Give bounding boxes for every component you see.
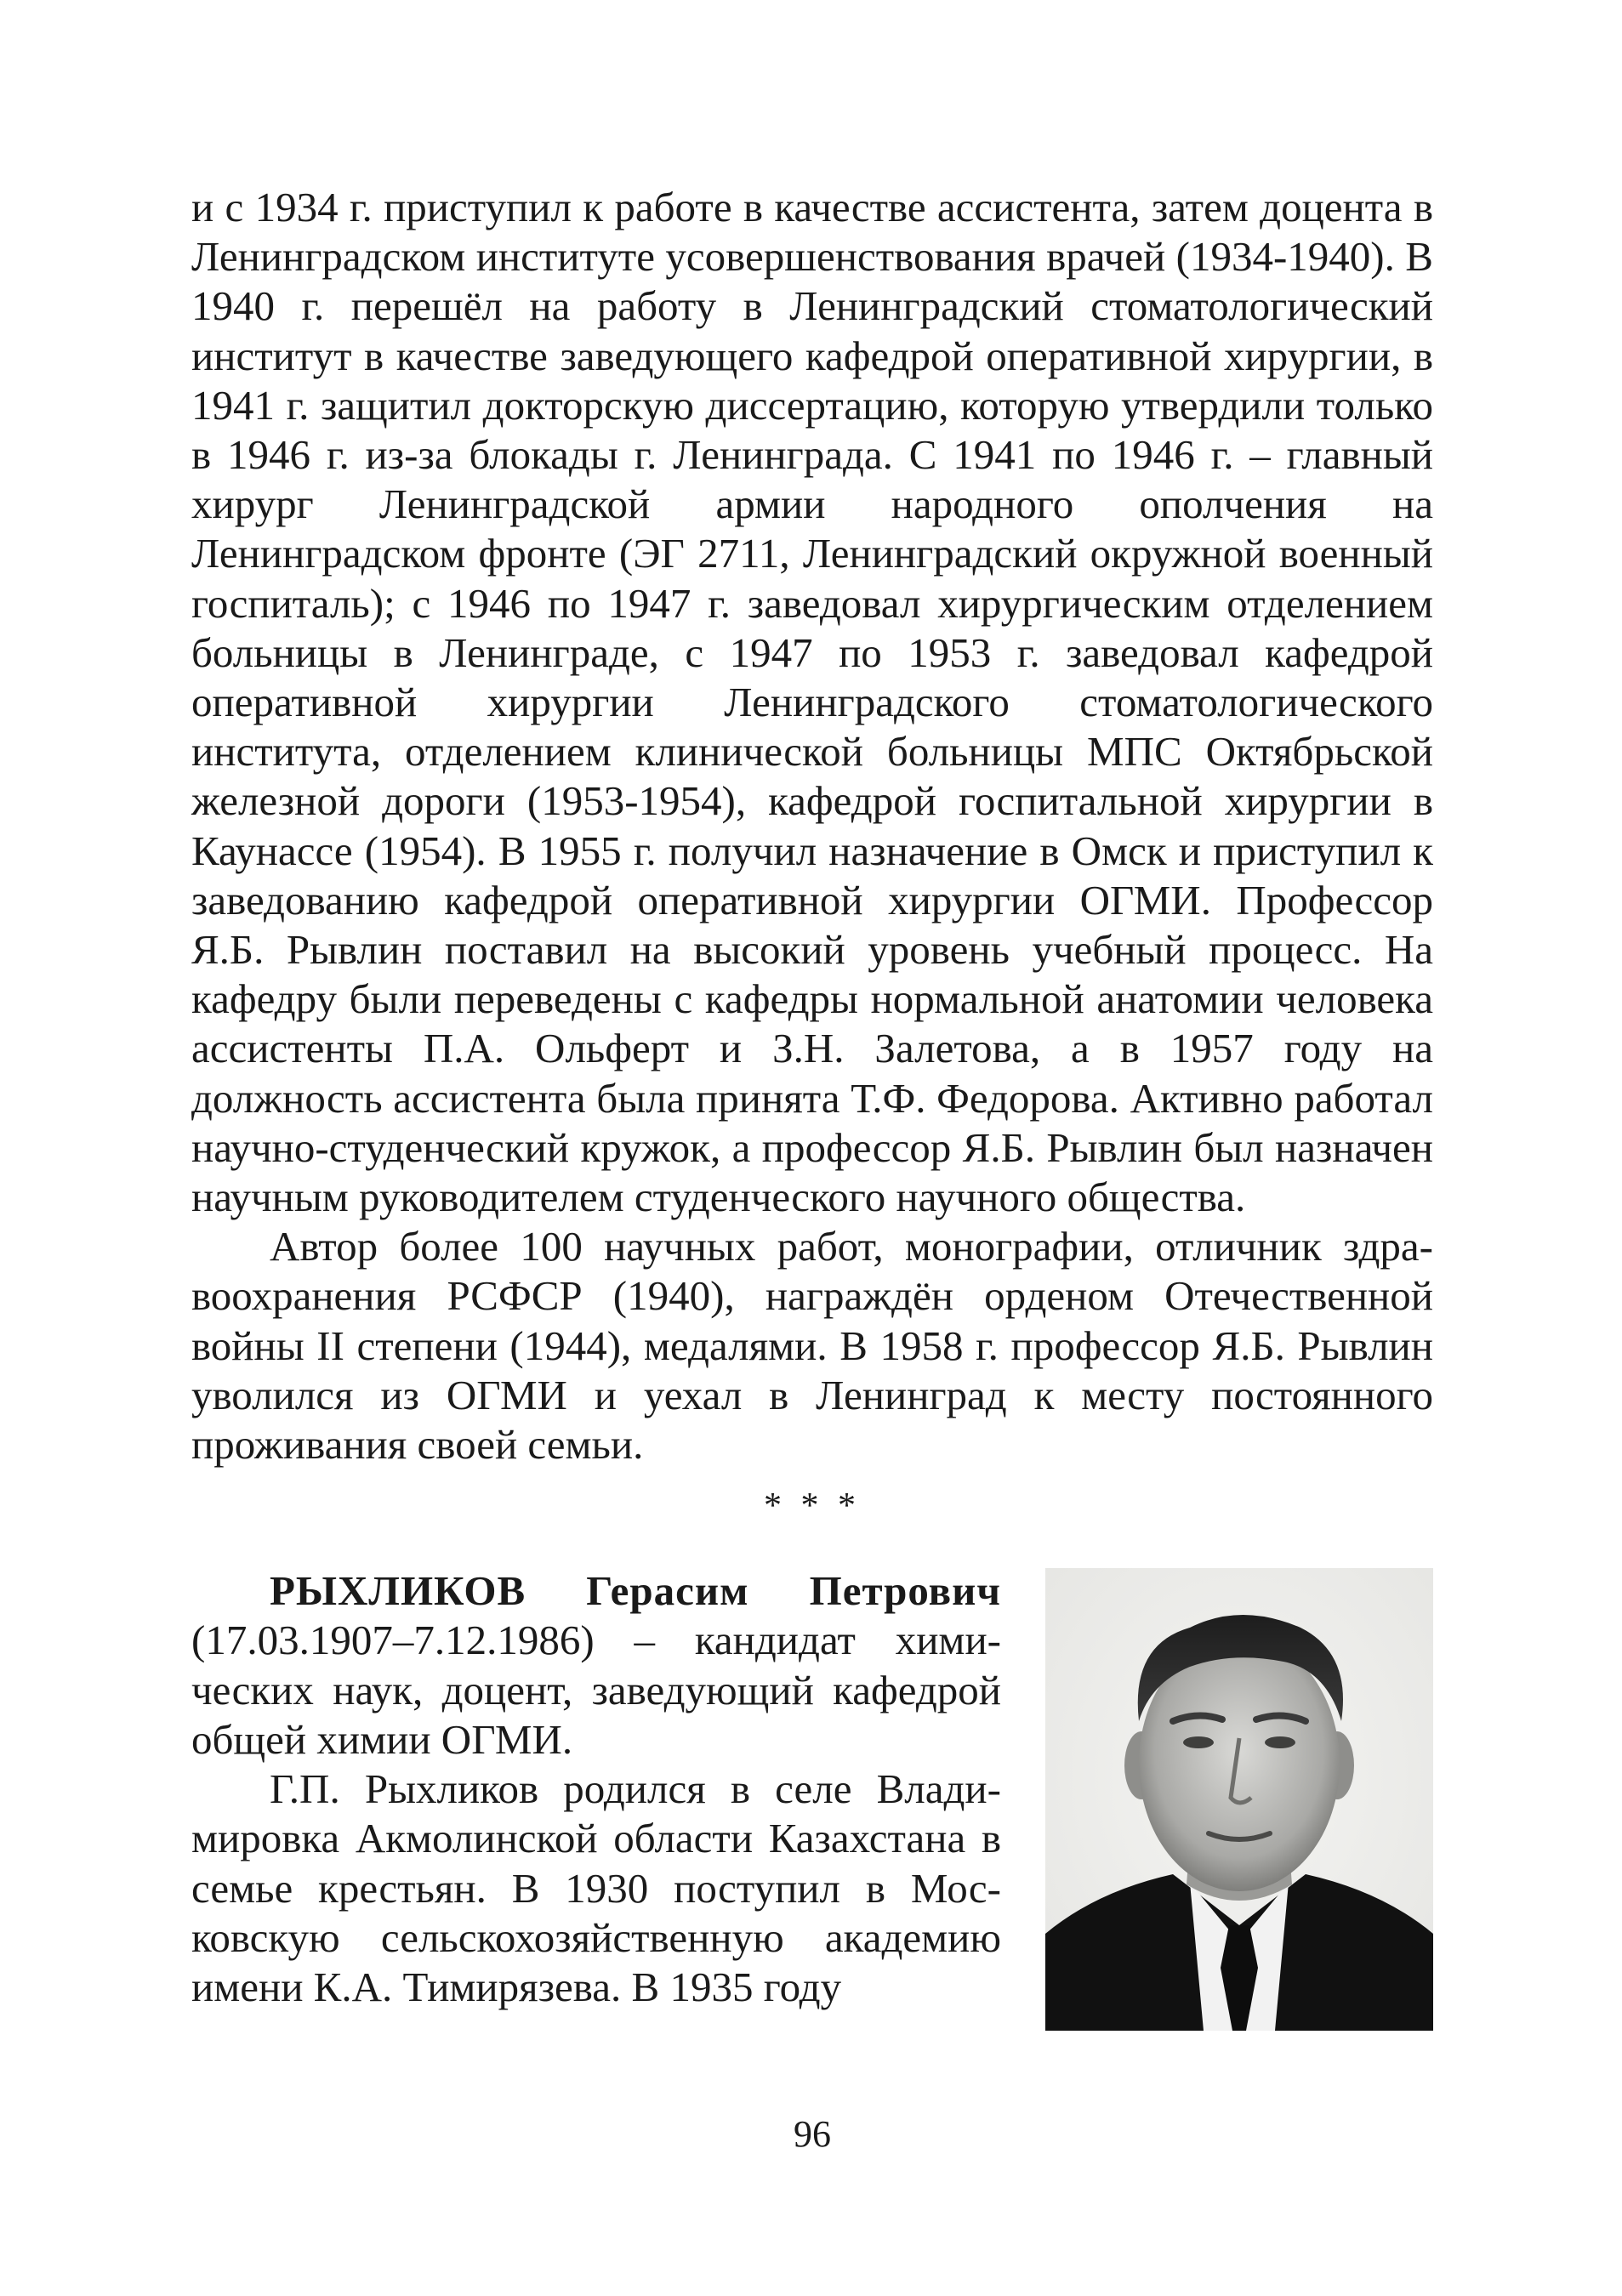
paragraph-biography: Г.П. Рыхликов родился в селе Владимировка Акмолинской области Казахстана в семье крестьян. В 1930 поступил в Московскую сельскохозяйственную академию имени К.А. Тимирязева. В 1935 году (191, 1765, 1001, 2010)
page-number: 96 (794, 2113, 831, 2155)
person-name: РЫХЛИКОВ Герасим Петрович (270, 1567, 1001, 1615)
portrait-image (1045, 1568, 1433, 2031)
paragraph-awards: Автор более 100 научных работ, монографии, отличник здравоохранения РСФСР (1940), награждён орденом Отечественной войны II степени (1944), медалями. В 1958 г. профессор Я.Б. Рывлин уволился из ОГМИ и уехал в Ленинград к месту постоянного проживания своей семьи. (191, 1223, 1433, 1469)
paragraph-career: и с 1934 г. приступил к работе в качестве ассистента, затем доцента в Ленинградском институте усовершенствования врачей (1934-1940). В 1940 г. перешёл на работу в Ленинградский стоматологический институт в качестве заведующего кафедрой оперативной хирургии, в 1941 г. защитил докторскую диссертацию, которую утвердили только в 1946 г. из-за блокады г. Ленинграда. С 1941 по 1946 г. – главный хирург Ленинградской армии народного ополчения на Ленинградском фронте (ЭГ 2711, Ленинградский окружной военный госпиталь); с 1946 по 1947 г. заведовал хирургическим отделением больницы в Ленинграде, с 1947 по 1953 г. заведовал кафедрой оперативной хирургии Ленинградского стоматологического института, отделением клинической больницы МПС Октябрьской железной дороги (1953-1954), кафедрой госпитальной хирургии в Каунассе (1954). В 1955 г. получил назначение в Омск и приступил к заведованию кафедрой оперативной хирургии ОГМИ. Профессор Я.Б. Рывлин поставил на высокий уровень учебный процесс. На кафедру были переведены с кафедры нормальной анатомии человека ассистенты П.А. Ольферт и З.Н. Залетова, а в 1957 году на должность ассистента была принята Т.Ф. Федорова. Активно работал научно-студенческий кружок, а профессор Я.Б. Рывлин был назначен научным руководителем студенческого научного общества. (191, 184, 1433, 1221)
section-separator: * * * (764, 1486, 861, 1526)
portrait-photo (1045, 1568, 1433, 2031)
biography-section (191, 1566, 1433, 2012)
biography-dates-and-titles: (17.03.1907–7.12.1986) – кандидат химических наук, доцент, заведующий кафедрой общей химии ОГМИ. (191, 1617, 1001, 1763)
document-page (191, 183, 1433, 2258)
